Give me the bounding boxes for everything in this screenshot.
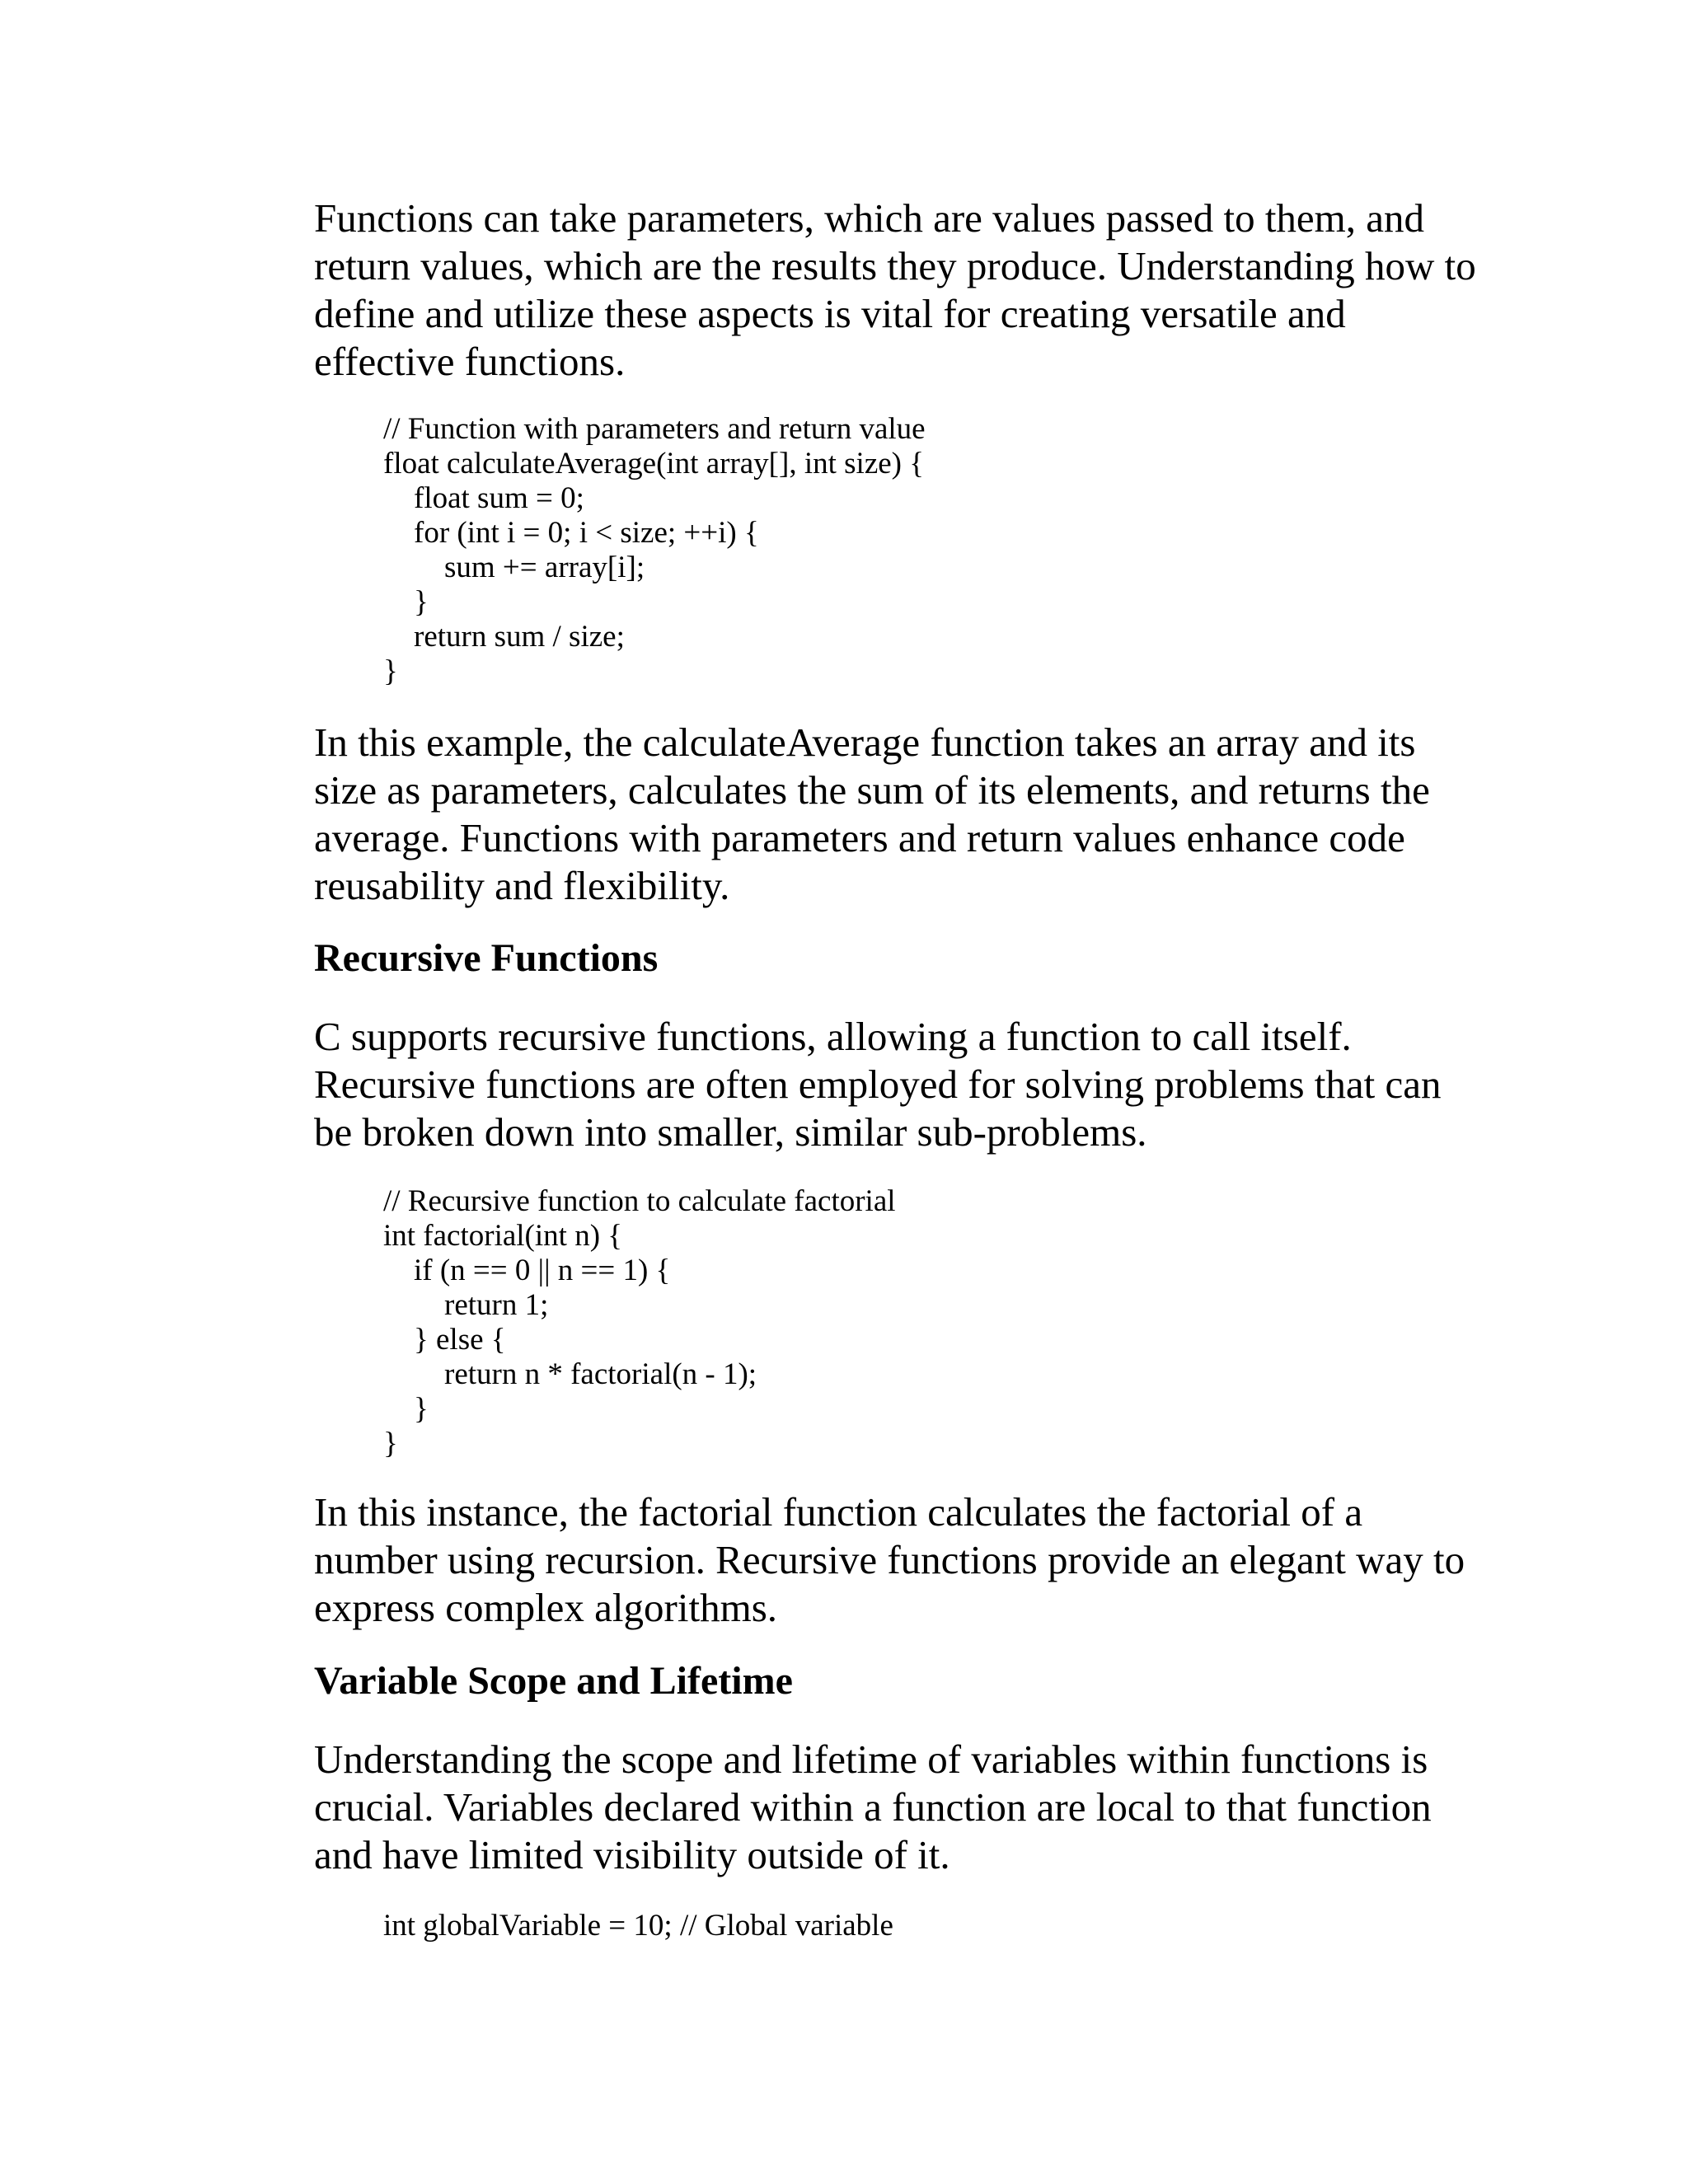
- code-line: }: [383, 1427, 398, 1460]
- code-line: int factorial(int n) {: [383, 1219, 623, 1253]
- average-explanation-paragraph: In this example, the calculateAverage function takes an array and its size as parameters, calculates the sum of its elements, and returns the average. Functions with parameters and return values enhance code reusability and flexibility.: [314, 719, 1430, 908]
- code-line: float calculateAverage(int array[], int size) {: [383, 447, 924, 480]
- code-line: int globalVariable = 10; // Global variable: [383, 1909, 893, 1943]
- code-line: // Recursive function to calculate factorial: [383, 1184, 896, 1218]
- scope-paragraph: Understanding the scope and lifetime of variables within functions is crucial. Variables declared within a function are local to that function and have limited visibility outside of it.: [314, 1736, 1432, 1877]
- code-line: } else {: [414, 1323, 506, 1357]
- code-line: return 1;: [444, 1288, 549, 1322]
- code-line: // Function with parameters and return value: [383, 412, 926, 446]
- code-line: float sum = 0;: [414, 481, 584, 515]
- code-block-global-variable: [383, 1909, 893, 1943]
- intro-paragraph: Functions can take parameters, which are values passed to them, and return values, which are the results they produce. Understanding how to define and utilize these aspects is vital for creating versatile and effective functions.: [314, 195, 1476, 384]
- code-line: for (int i = 0; i < size; ++i) {: [414, 516, 759, 550]
- code-line: }: [414, 585, 429, 619]
- heading-variable-scope: Variable Scope and Lifetime: [314, 1659, 793, 1703]
- code-block-factorial: [383, 1184, 896, 1461]
- code-line: }: [383, 654, 398, 688]
- code-block-calculate-average: [383, 412, 926, 689]
- heading-recursive-functions: Recursive Functions: [314, 936, 659, 980]
- code-line: }: [414, 1392, 429, 1426]
- factorial-explanation-paragraph: In this instance, the factorial function calculates the factorial of a number using recursion. Recursive functions provide an elegant way to express complex algorithms.: [314, 1489, 1465, 1630]
- code-line: return sum / size;: [414, 620, 625, 654]
- recursive-paragraph: C supports recursive functions, allowing a function to call itself. Recursive functions are often employed for solving problems that can be broken down into smaller, similar sub-problems.: [314, 1014, 1442, 1155]
- code-line: if (n == 0 || n == 1) {: [414, 1254, 671, 1287]
- code-line: sum += array[i];: [444, 551, 645, 584]
- code-line: return n * factorial(n - 1);: [444, 1357, 757, 1391]
